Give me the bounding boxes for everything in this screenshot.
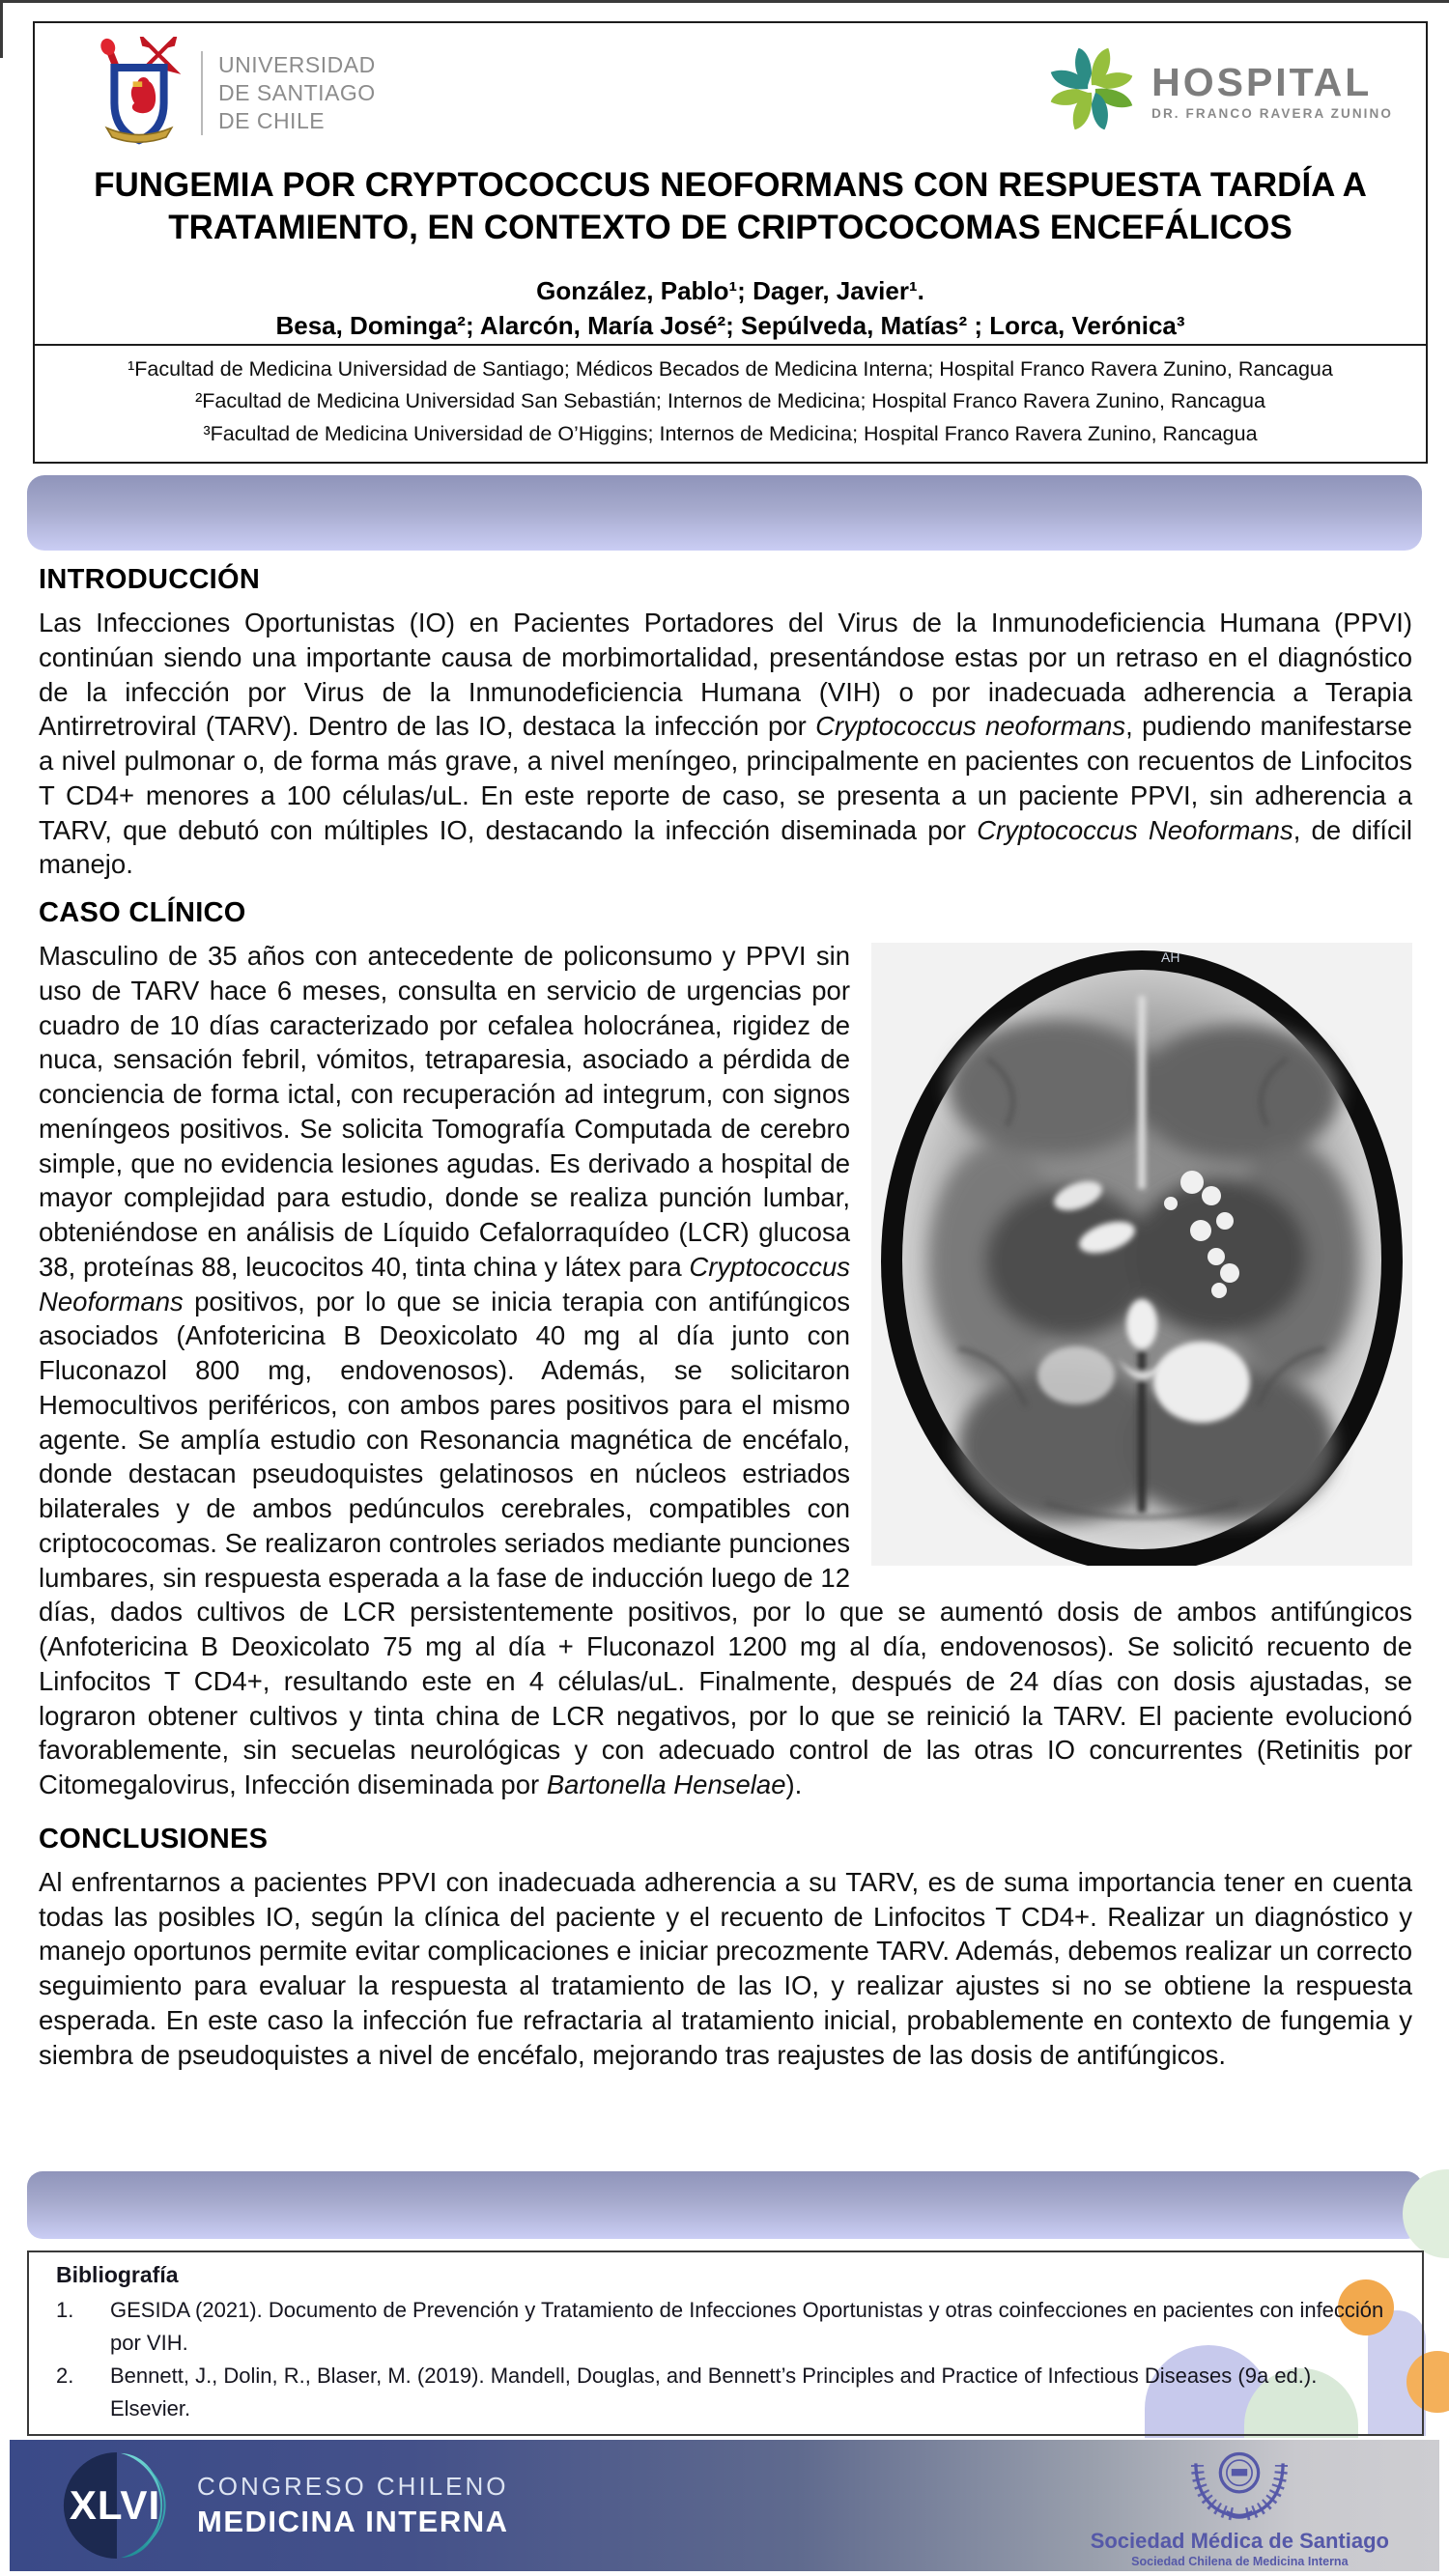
authors — [35, 273, 1426, 344]
conclusions-heading: CONCLUSIONES — [39, 1823, 269, 1854]
title-line-2: TRATAMIENTO, EN CONTEXTO DE CRIPTOCOCOMAS ENCEFÁLICOS — [168, 209, 1293, 247]
congress-title — [197, 2473, 509, 2539]
bibliography-item-text: Bennett, J., Dolin, R., Blaser, M. (2019). Mandell, Douglas, and Bennett’s Principles and Practice of Infectious Diseases (9a ed.). Elsevier. — [110, 2364, 1318, 2421]
footer-banner — [10, 2440, 1439, 2571]
main-content — [39, 564, 1412, 2078]
intro-heading: INTRODUCCIÓN — [39, 564, 261, 595]
header-box — [33, 21, 1428, 346]
affiliation-line: ¹Facultad de Medicina Universidad de Santiago; Médicos Becados de Medicina Interna; Hospital Franco Ravera Zunino, Rancagua — [128, 357, 1333, 381]
intro-paragraph: Las Infecciones Oportunistas (IO) en Pacientes Portadores del Virus de la Inmunodeficiencia Humana (PPVI) continúan siendo una importante causa de morbimortalidad, presentándose estas por un retraso en el diagnóstico de la infección por Virus de la Inmunodeficiencia Humana (VIH) o por inadecuada adherencia a Terapia Antirretroviral (TARV). Dentro de las IO, destaca la infección por Cryptococcus neoformans, pudiendo manifestarse a nivel pulmonar o, de forma más grave, a nivel meníngeo, principalmente en pacientes con recuentos de Linfocitos T CD4+ menores a 100 células/uL. En este reporte de caso, se presenta a un paciente PPVI, sin adherencia a TARV, que debutó con múltiples IO, destacando la infección diseminada por Cryptococcus Neoformans, de difícil manejo. — [39, 608, 1412, 880]
affiliation-line: ²Facultad de Medicina Universidad San Sebastián; Internos de Medicina; Hospital Franco Ravera Zunino, Rancagua — [195, 389, 1265, 413]
poster-title — [35, 164, 1426, 250]
title-line-1: FUNGEMIA POR CRYPTOCOCCUS NEOFORMANS CON RESPUESTA TARDÍA A — [94, 166, 1367, 204]
bibliography-item-text: GESIDA (2021). Documento de Prevención y Tratamiento de Infecciones Oportunistas y otras coinfecciones en pacientes con infección por VIH. — [110, 2298, 1384, 2356]
usach-logo — [93, 37, 376, 150]
affiliation-line: ³Facultad de Medicina Universidad de O’Higgins; Internos de Medicina; Hospital Franco Ravera Zunino, Rancagua — [203, 421, 1258, 445]
bibliography-box — [27, 2250, 1424, 2436]
mri-corner-label: AH — [1161, 949, 1180, 965]
congress-numeral: XLVI — [69, 2482, 161, 2528]
congress-title-line-1: CONGRESO CHILENO — [197, 2471, 509, 2501]
section-divider-band-2 — [27, 2171, 1422, 2239]
congress-logo — [58, 2449, 172, 2562]
usach-shield-icon — [93, 37, 185, 150]
section-divider-band — [27, 475, 1422, 551]
caso-heading: CASO CLÍNICO — [39, 897, 246, 928]
authors-line-1: González, Pablo¹; Dager, Javier¹. — [536, 275, 924, 305]
conclusions-paragraph: Al enfrentarnos a pacientes PPVI con inadecuada adherencia a su TARV, es de suma importancia tener en cuenta todas las posibles IO, según la clínica del paciente y el recuento de Linfocitos T CD4+. Realizar un diagnóstico y manejo oportunos permite evitar complicaciones e iniciar precozmente TARV. Además, debemos realizar un correcto seguimiento para evaluar la respuesta al tratamiento de las IO, y realizar ajustes si no se obtiene la respuesta esperada. En este caso la infección fue refractaria al tratamiento inicial, probablemente en contexto de fungemia y siembra de pseudoquistes a nivel de encéfalo, mejorando tras reajustes de las dosis de antifúngicos. — [39, 1866, 1412, 2070]
society-name: Sociedad Médica de Santiago — [1090, 2529, 1389, 2553]
society-emblem-icon — [1167, 2443, 1312, 2522]
society-logo — [1091, 2443, 1389, 2568]
caso-section — [39, 939, 1412, 1808]
society-subtitle: Sociedad Chilena de Medicina Interna — [1131, 2555, 1349, 2568]
congress-title-line-2: MEDICINA INTERNA — [197, 2504, 509, 2538]
authors-line-2: Besa, Dominga²; Alarcón, María José²; Sepúlveda, Matías² ; Lorca, Verónica³ — [275, 311, 1185, 341]
bibliography-item-number: 1. — [56, 2298, 74, 2322]
bibliography-item-number: 2. — [56, 2364, 74, 2389]
bibliography-item — [56, 2294, 1399, 2360]
hospital-logo — [1045, 42, 1393, 140]
brain-mri-image — [871, 943, 1412, 1566]
logo-row — [35, 23, 1426, 160]
bibliography-heading: Bibliografía — [56, 2262, 179, 2287]
bibliography-item — [56, 2360, 1399, 2425]
caso-paragraph: Masculino de 35 años con antecedente de policonsumo y PPVI sin uso de TARV hace 6 meses, consulta en servicio de urgencias por cuadro de 10 días caracterizado por cefalea holocránea, rigidez de nuca, sensación febril, vómitos, tetraparesia, asociado a pérdida de conciencia de forma ictal, con recuperación ad integrum, con signos meníngeos positivos. Se solicita Tomografía Computada de cerebro simple, que no evidencia lesiones agudas. Es derivado a hospital de mayor complejidad para estudio, donde se realiza punción lumbar, obteniéndose en análisis de Líquido Cefalorraquídeo (LCR) glucosa 38, proteínas 88, leucocitos 40, tinta china y látex para Cryptococcus Neoformans positivos, por lo que se inicia terapia con antifúngicos asociados (Anfotericina B Deoxicolato 40 mg al día junto con Fluconazol 800 mg, endovenosos). Además, se solicitaron Hemocultivos periféricos, con ambos pares positivos para el mismo agente. Se amplía estudio con Resonancia magnética de encéfalo, donde destacan pseudoquistes gelatinosos en núcleos estriados bilaterales y de ambos pedúnculos cerebrales, compatibles con criptococomas. Se realizaron controles seriados mediante punciones lumbares, sin respuesta esperada a la fase de inducción luego de 12 días, dados cultivos de LCR persistentemente positivos, por lo que se aumentó dosis de ambos antifúngicos (Anfotericina B Deoxicolato 75 mg al día + Fluconazol 1200 mg al día, endovenosos). Se solicitó recuento de Linfocitos T CD4+, resultando este en 4 células/uL. Finalmente, después de 24 días con dosis ajustadas, se lograron obtener cultivos y tinta china de LCR negativos, por lo que se reinició la TARV. El paciente evolucionó favorablemente, sin secuelas neurológicas y con adecuado control de las otras IO concurrentes (Retinitis por Citomegalovirus, Infección diseminada por Bartonella Henselae). — [39, 941, 1412, 1799]
hospital-logo-text: HOSPITAL DR. FRANCO RAVERA ZUNINO — [1151, 59, 1393, 121]
usach-logo-text: UNIVERSIDAD DE SANTIAGO DE CHILE — [201, 51, 376, 134]
page-left-border — [0, 0, 3, 58]
hospital-cross-icon — [1045, 42, 1138, 140]
affiliations-box — [33, 344, 1428, 464]
page-top-border — [0, 0, 1449, 3]
